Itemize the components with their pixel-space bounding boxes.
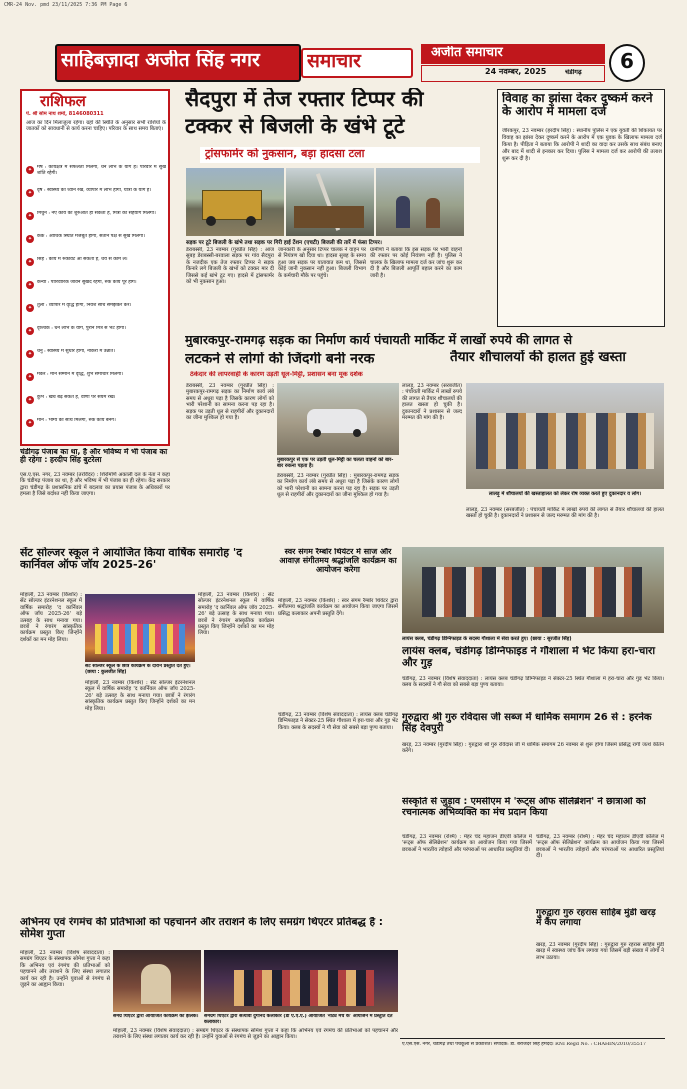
gurudwara-body: खरड़, 23 नवम्बर (गुरदीप सिंह) : गुरुद्वारा श्री गुरु रविदास जी में धार्मिक समागम 26 नवम्बर से शुरू होगा जिसमें प्रसिद्ध रागी जत्थे कीर्तन करेंगे। [402,742,664,755]
rashifal-subtitle: पं. श्री सोम नाथ शर्मा, 8146080311 [26,111,104,117]
saint-soldier-body: मोहाली, 23 नवम्बर (किशोर) : सेंट सोल्जर इंटरनेशनल स्कूल में वार्षिक समारोह 'द कार्निवल ऑफ जॉय 2025-26' बड़े उत्साह के साथ मनाया गया। छात्रों ने रंगारंग सांस्कृतिक कार्यक्रम प्रस्तुत किए जिन्होंने दर्शकों का मन मोह लिया। [20,592,82,643]
somesh-photo-left [113,950,201,1012]
zodiac-icon: ✦ [27,328,33,334]
somesh-body: मोहाली, 23 नवम्बर (विशेष संवाददाता) : समग्रंग थिएटर के संस्थापक सोमेश गुप्ता ने कहा कि अभिनय एवं रंगमंच की प्रतिभाओं को पहचानने और तराशने के लिए संस्था लगातार कार्य कर रही है। उन्होंने युवाओं से रंगमंच से जुड़ने का आह्वान किया। [20,950,110,989]
somesh-photo-right [204,950,398,1012]
zodiac-icon: ✦ [27,305,33,311]
rashi-text: तुला : व्यापार में वृद्धि होगी, निवेश सोच समझकर करें। [37,303,132,308]
punjab-body: एस.ए.एस. नगर, 23 नवम्बर (तरविंदर) : शिरोमणि अकाली दल के नेता ने कहा कि चंडीगढ़ पंजाब का था, है और भविष्य में भी पंजाब का ही रहेगा। केंद्र सरकार द्वारा चंडीगढ़ के प्रशासनिक ढांचे में बदलाव का प्रयास पंजाब के अधिकारों पर हमला है जिसे बर्दाश्त नहीं किया जाएगा। [20,472,170,498]
saint-soldier-body-3: मोहाली, 23 नवम्बर (किशोर) : सेंट सोल्जर इंटरनेशनल स्कूल में वार्षिक समारोह 'द कार्निवल ऑफ जॉय 2025-26' बड़े उत्साह के साथ मनाया गया। छात्रों ने रंगारंग सांस्कृतिक कार्यक्रम प्रस्तुत किए जिन्होंने दर्शकों का मन मोह लिया। [198,592,274,637]
zodiac-icon: ✦ [27,282,33,288]
rashi-item [26,280,166,300]
mubarakpur-headline-2a: लटकने से लोगों की जिंदगी बनी नरक [185,352,375,367]
toilets-body-2: लालड़ू, 23 नवम्बर (सरबजीत) : पंचायती मार्किट में लाखों रुपये की लागत से तैयार शौचालयों की हालत खस्ता हो चुकी है। दुकानदारों ने प्रशासन से जल्द मरम्मत की मांग की है। [466,507,664,520]
rashifal-list [22,165,168,444]
rashi-text: कुंभ : खर्च बढ़ सकते हैं, वाणी पर संयम रखें। [37,395,116,400]
saint-soldier-headline: सेंट सोल्जर स्कूल ने आयोजित किया वार्षिक समारोह 'द कार्निवल ऑफ जॉय 2025-26' [20,547,243,572]
tipper-body-2: जानकारी के अनुसार टिप्पर चालक ने वाहन पर से नियंत्रण खो दिया था। हादसा सुबह के समय हुआ जब सड़क पर यातायात कम था, जिससे कोई जानी नुकसान नहीं हुआ। बिजली विभाग के कर्मचारी मौके पर पहुंचे। [278,247,366,279]
rashi-item [26,418,166,438]
saint-soldier-body-2: मोहाली, 23 नवम्बर (किशोर) : सेंट सोल्जर इंटरनेशनल स्कूल में वार्षिक समारोह 'द कार्निवल ऑफ जॉय 2025-26' बड़े उत्साह के साथ मनाया गया। छात्रों ने रंगारंग सांस्कृतिक कार्यक्रम प्रस्तुत किए जिन्होंने दर्शकों का मन मोह लिया। [85,680,195,712]
mubarakpur-body-2: डेराबस्सी, 23 नवम्बर (गुरप्रीत सिंह) : मुबारकपुर-रामगढ़ सड़क का निर्माण कार्य लंबे समय से अधूरा पड़ा है जिसके कारण लोगों को भारी परेशानी का सामना करना पड़ रहा है। सड़क पर उड़ती धूल से राहगीरों और दुकानदारों का जीना मुश्किल हो गया है। [277,473,399,499]
zodiac-icon: ✦ [27,351,33,357]
mubarakpur-photo [277,383,399,455]
toilets-photo [466,383,664,489]
rashi-text: वृश्चिक : धन लाभ के योग, पुराने मित्र से भेंट होगी। [37,326,126,331]
rashi-item [26,395,166,415]
rashi-text: कर्क : आर्थिक स्थिति मजबूत होगी, संतान पक्ष से सुख मिलेगा। [37,234,145,239]
somesh-caption-right: समग्रंग थिएटर द्वारा सत्यावी दुर्गानंद कलाकार (डॉ ए.ए.ए.) आयोजित 'नाट्य मंच के' आयोजन में प्रस्तुति देते कलाकार। [204,1014,393,1025]
tipper-photo-people [376,168,464,236]
page-number: 6 [620,50,634,73]
zodiac-icon: ✦ [27,213,33,219]
rashi-item [26,188,166,208]
zodiac-icon: ✦ [27,420,33,426]
lions-headline: लायंस क्लब, चंडीगढ़ डिग्निफाइड ने गौशाला में भेंट किया हरा-चारा और गुड़ [402,646,656,669]
rashi-text: सिंह : कार्य में रुकावट आ सकती है, धैर्य से काम लें। [37,257,128,262]
mubarakpur-headline-2b: तैयार शौचालयों की हालत हुई खस्ता [450,350,626,365]
masthead-left-title: साहिबज़ादा अजीत सिंह नगर [61,50,260,71]
camp-headline: गुरुद्वारा गुरु रहरास साहिब मुंडी खरड़ में कैंप लगाया [536,908,656,929]
zodiac-icon: ✦ [27,190,33,196]
zodiac-icon: ✦ [27,259,33,265]
lions-body: चंडीगढ़, 23 नवम्बर (विशेष संवाददाता) : लायंस क्लब चंडीगढ़ डिग्निफाइड ने सेक्टर-25 स्थित गौशाला में हरा-चारा और गुड़ भेंट किया। क्लब के सदस्यों ने गौ सेवा को सबसे बड़ा पुण्य बताया। [402,676,664,689]
rashi-text: मकर : मान सम्मान में वृद्धि, शुभ समाचार मिलेगा। [37,372,124,377]
masthead [55,44,645,82]
shaheedi-headline: स्वर संगम रैम्बोर थियेटर में साज और आवाज़ संगीतमय श्रद्धांजलि कार्यक्रम का आयोजन करेगा [279,548,397,574]
masthead-right-title: अजीत समाचार [431,46,503,60]
sanskriti-headline: संस्कृति से जुड़ाव : एमसीएम में 'रूट्स ऑफ सेलिब्रेशन' ने छात्राओं को रचनात्मक अभिव्यक्ति का मंच प्रदान किया [402,797,646,818]
mubarakpur-caption: मुबारकपुर से एक पर उड़ती धूल-मिट्टी का चलता वाहनों को बार-बार रुकना पड़ता है। [277,457,394,469]
rashi-item [26,303,166,323]
tipper-body-3: ग्रामीणों ने बताया कि इस सड़क पर भारी वाहनों की रफ्तार पर कोई नियंत्रण नहीं है। पुलिस ने चालक के खिलाफ मामला दर्ज कर जांच शुरू कर दी है और बिजली आपूर्ति बहाल करने का काम जारी है। [370,247,462,279]
tipper-body-1: डेराबस्सी, 23 नवम्बर (गुरप्रीत सिंह) : आज सुबह डेराबस्सी-बरवाला सड़क पर गांव सैदपुरा के नजदीक एक तेज रफ्तार टिप्पर ने सड़क किनारे लगे बिजली के खंभों को टक्कर मार दी जिससे कई खंभे टूट गए। हादसे में ट्रांसफार्मर को भी नुकसान हुआ। [186,247,274,286]
rashi-text: वृष : स्वास्थ्य का ध्यान रखें, व्यापार में लाभ होगा, यात्रा के योग हैं। [37,188,152,193]
mubarakpur-kicker: ठेकेदार की लापरवाही के कारण उड़ती धूल-मिट्टी, प्रशासन बना मूक दर्शक [190,371,363,378]
tipper-photo-truck [186,168,284,236]
city: चंडीगढ़ [565,69,582,76]
rashi-item [26,257,166,277]
lions-caption: लायंस क्लब, चंडीगढ़ डिग्निफाइड के सदस्य गौशाला में सेवा करते हुए। (छाया : सुरजीत सिंह) [402,636,572,642]
camp-body: खरड़, 23 नवम्बर (गुरदीप सिंह) : गुरुद्वारा गुरु रहरास साहिब मुंडी खरड़ में स्वास्थ्य जांच कैंप लगाया गया जिसमें बड़ी संख्या में लोगों ने लाभ उठाया। [536,942,664,961]
dowry-headline: विवाह का झांसा देकर दुष्कर्म करने के आरोप में मामला दर्ज [502,92,653,119]
gurudwara-headline: गुरुद्वारा श्री गुरु रविदास जी सब्ज में धार्मिक समागम 26 से : हरनेक सिंह देवपुरी [402,712,652,735]
rashi-item [26,165,166,185]
lions-body-left: चंडीगढ़, 23 नवम्बर (विशेष संवाददाता) : लायंस क्लब चंडीगढ़ डिग्निफाइड ने सेक्टर-25 स्थित गौशाला में हरा-चारा और गुड़ भेंट किया। क्लब के सदस्यों ने गौ सेवा को सबसे बड़ा पुण्य बताया। [278,712,398,731]
rashi-text: कन्या : पारिवारिक जीवन सुखद रहेगा, रुके कार्य पूरे होंगे। [37,280,137,285]
sanskriti-body: चंडीगढ़, 23 नवम्बर (रश्मि) : मेहर चंद महाजन डीएवी कॉलेज में 'रूट्स ऑफ सेलिब्रेशन' कार्यक्रम का आयोजन किया गया जिसमें छात्राओं ने भारतीय त्योहारों और परंपराओं पर आधारित प्रस्तुतियां दीं। [402,834,532,853]
zodiac-icon: ✦ [27,236,33,242]
tipper-photo-pole [286,168,374,236]
rashi-item [26,326,166,346]
print-slug: CMR-24 Nov. pmd 23/11/2025 7:36 PM Page 6 [4,2,128,8]
shaheedi-body: मोहाली, 23 नवम्बर (किशोर) : स्वर संगम रैम्बोर थियेटर द्वारा संगीतमय श्रद्धांजलि कार्यक्रम का आयोजन किया जाएगा जिसमें प्रसिद्ध कलाकार अपनी प्रस्तुति देंगे। [278,598,398,617]
tipper-headline-2: टक्कर से बिजली के खंभे टूटे [185,115,405,138]
rashi-item [26,372,166,392]
saint-soldier-photo [85,594,195,662]
saint-soldier-caption: सेंट सोल्जर स्कूल के छात्र कार्यक्रम के दौरान प्रस्तुति देते हुए। (छाया : कुलजीत सिंह) [85,664,191,675]
zodiac-icon: ✦ [27,167,33,173]
rashi-item [26,211,166,231]
dowry-body: जीरकपुर, 23 नवम्बर (हरदीप सिंह) : स्थानीय पुलिस ने एक युवती की शिकायत पर विवाह का झांसा देकर दुष्कर्म करने के आरोप में एक युवक के खिलाफ मामला दर्ज किया है। पीड़िता ने बताया कि आरोपी ने शादी का वादा कर उसके साथ संबंध बनाए और बाद में शादी से इनकार कर दिया। पुलिस ने मामला दर्ज कर आरोपी की तलाश शुरू कर दी है। [502,128,662,162]
tipper-caption: सड़क पर टूटे बिजली के खंभे तथा सड़क पर गिरी हाई टेंशन (एचटी) बिजली की तारें में फंसा टिप्पर। [186,240,382,246]
zodiac-icon: ✦ [27,397,33,403]
rashi-text: धनु : स्वास्थ्य में सुधार होगा, नौकरी में उन्नति। [37,349,115,354]
lions-photo [402,547,664,633]
date-line: 24 नवम्बर, 2025 [485,68,547,76]
rashi-text: मीन : भाग्य का साथ मिलेगा, रुके कार्य बनेंगे। [37,418,116,423]
tipper-kicker: ट्रांसफार्मर को नुकसान, बड़ा हादसा टला [205,148,365,160]
zodiac-icon: ✦ [27,374,33,380]
mubarakpur-body: डेराबस्सी, 23 नवम्बर (गुरप्रीत सिंह) : मुबारकपुर-रामगढ़ सड़क का निर्माण कार्य लंबे समय से अधूरा पड़ा है जिसके कारण लोगों को भारी परेशानी का सामना करना पड़ रहा है। सड़क पर उड़ती धूल से राहगीरों और दुकानदारों का जीना मुश्किल हो गया है। [186,383,274,422]
somesh-headline: अभिनय एवं रंगमंच की प्रतिभाओं को पहचानने और तराशने के लिए समग्रंग थिएटर प्रतिबद्ध है : सोमेश गुप्ता [20,917,383,940]
imprint: ऐ.एस.एस. नगर, चंडीगढ़ तथा पंचकूला से प्रकाशित। संपादक: डॉ. बरजिंदर सिंह हमदर्द। RNI Regd No. : CHAHIN/2010/35517 [402,1042,646,1047]
rashi-text: मिथुन : नए कार्य की शुरुआत हो सकती है, मित्रों का सहयोग मिलेगा। [37,211,156,216]
sanskriti-body-2: चंडीगढ़, 23 नवम्बर (रश्मि) : मेहर चंद महाजन डीएवी कॉलेज में 'रूट्स ऑफ सेलिब्रेशन' कार्यक्रम का आयोजन किया गया जिसमें छात्राओं ने भारतीय त्योहारों और परंपराओं पर आधारित प्रस्तुतियां दीं। [536,834,664,860]
rashi-item [26,349,166,369]
tipper-headline-1: सैदपुरा में तेज रफ्तार टिप्पर की [185,88,424,111]
mubarakpur-headline-1: मुबारकपुर-रामगढ़ सड़क का निर्माण कार्य पंचायती मार्किट में लाखों रुपये की लागत से [185,333,573,347]
somesh-caption-left: समग्र थिएटर द्वारा आयोजित कार्यक्रम की झलक। [113,1014,199,1019]
toilets-caption: लालड़ू में शौचालयों की खस्ताहालत को लेकर रोष व्यक्त करते हुए दुकानदार व लोग। [488,491,642,497]
punjab-headline: चंडीगढ़ पंजाब का था, है और भविष्य में भी पंजाब का ही रहेगा : हरदीप सिंह बुटरेला [20,448,168,465]
rashi-item [26,234,166,254]
masthead-middle-title: समाचार [307,51,361,72]
somesh-body-2: मोहाली, 23 नवम्बर (विशेष संवाददाता) : समग्रंग थिएटर के संस्थापक सोमेश गुप्ता ने कहा कि अभिनय एवं रंगमंच की प्रतिभाओं को पहचानने और तराशने के लिए संस्था लगातार कार्य कर रही है। उन्होंने युवाओं से रंगमंच से जुड़ने का आह्वान किया। [113,1028,398,1041]
rashifal-title: राशिफल [40,92,86,110]
rashi-text: मेष : कार्यक्षेत्र में सफलता मिलेगी, धन लाभ के योग हैं। परिवार में सुख शांति रहेगी। [37,165,166,176]
toilets-body: लालड़ू, 23 नवम्बर (सरबजीत) : पंचायती मार्किट में लाखों रुपये की लागत से तैयार शौचालयों की हालत खस्ता हो चुकी है। दुकानदारों ने प्रशासन से जल्द मरम्मत की मांग की है। [402,383,462,422]
rashifal-intro: आज का दिन मिलाजुला रहेगा। ग्रहों की स्थिति के अनुसार सभी राशियों के जातकों को सावधानी से कार्य करना चाहिए। परिवार के साथ समय बिताएं। [26,120,166,133]
